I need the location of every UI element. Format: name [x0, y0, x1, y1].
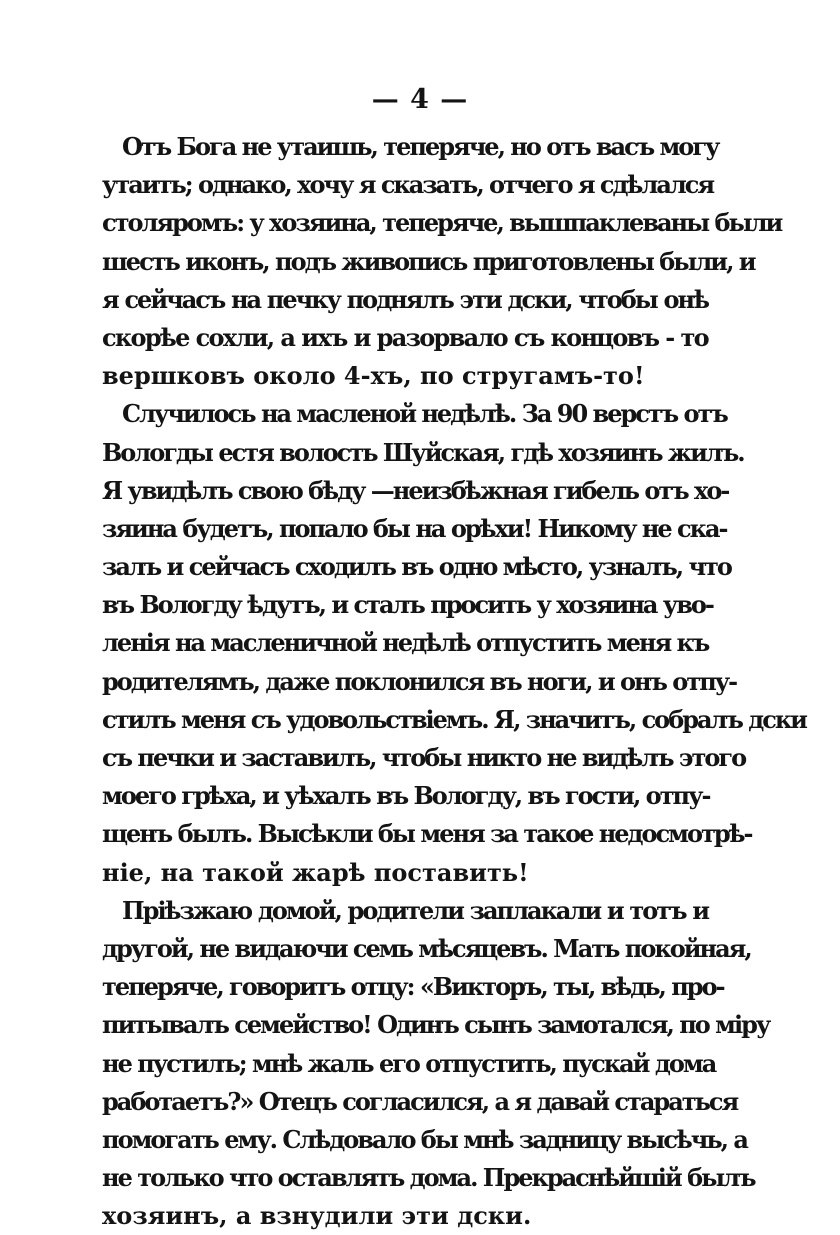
- text-line: я сейчасъ на печку поднялъ эти дски, чтобы онѣ: [102, 284, 708, 314]
- text-line: утаить; однако, хочу я сказать, отчего я сдѣлался: [102, 170, 714, 200]
- text-line: ніе, на такой жарѣ поставить!: [102, 857, 529, 887]
- text-line: вершковъ около 4-хъ, по стругамъ-то!: [102, 361, 645, 391]
- text-line: помогать ему. Слѣдовало бы мнѣ задницу высѣчь, а: [102, 1124, 747, 1154]
- text-line: работаетъ?» Отецъ согласился, а я давай стараться: [102, 1086, 738, 1116]
- text-line: щенъ былъ. Высѣкли бы меня за такое недосмотрѣ-: [102, 819, 752, 849]
- text-line: залъ и сейчасъ сходилъ въ одно мѣсто, узналъ, что: [102, 552, 731, 582]
- text-line: съ печки и заставилъ, чтобы никто не видѣлъ этого: [102, 743, 746, 772]
- page-number: — 4 —: [371, 84, 469, 115]
- text-line: хозяинъ, а взнудили эти дски.: [102, 1201, 532, 1231]
- text-line: стилъ меня съ удовольствіемъ. Я, значитъ, собралъ дски: [102, 704, 806, 734]
- text-line: питывалъ семейство! Одинъ сынъ замотался, по міру: [102, 1010, 770, 1040]
- text-line: скорѣе сохли, а ихъ и разорвало съ концовъ - то: [102, 322, 708, 352]
- text-line: въ Вологду ѣдутъ, и сталъ просить у хозяина уво-: [102, 590, 713, 620]
- text-line: не только что оставлять дома. Прекраснѣйшій былъ: [102, 1163, 755, 1193]
- text-line: Случилось на масленой недѣлѣ. За 90 верстъ отъ: [122, 399, 727, 429]
- text-line: теперяче, говоритъ отцу: «Викторъ, ты, вѣдь, про-: [102, 972, 724, 1002]
- text-line: Я увидѣлъ свою бѣду —неизбѣжная гибель отъ хо-: [102, 475, 729, 505]
- text-body: [102, 128, 806, 1235]
- text-line: шесть иконъ, подъ живопись приготовлены были, и: [102, 246, 755, 276]
- text-line: Пріѣзжаю домой, родители заплакали и тотъ и: [122, 895, 708, 925]
- text-line: Отъ Бога не утаишь, теперяче, но отъ васъ могу: [122, 132, 719, 161]
- text-line: не пустилъ; мнѣ жаль его отпустить, пускай дома: [102, 1048, 716, 1078]
- text-line: другой, не видаючи семь мѣсяцевъ. Мать покойная,: [102, 933, 751, 963]
- text-line: ленія на масленичной недѣлѣ отпустить меня къ: [102, 628, 709, 658]
- text-line: Вологды естя волость Шуйская, гдѣ хозяинъ жилъ.: [102, 437, 744, 467]
- text-line: зяина будетъ, попало бы на орѣхи! Никому не ска-: [102, 513, 727, 543]
- text-line: моего грѣха, и уѣхалъ въ Вологду, въ гости, отпу-: [102, 781, 710, 811]
- text-line: столяромъ: у хозяина, теперяче, вышпаклеваны были: [102, 208, 782, 238]
- text-line: родителямъ, даже поклонился въ ноги, и онъ отпу-: [102, 666, 737, 696]
